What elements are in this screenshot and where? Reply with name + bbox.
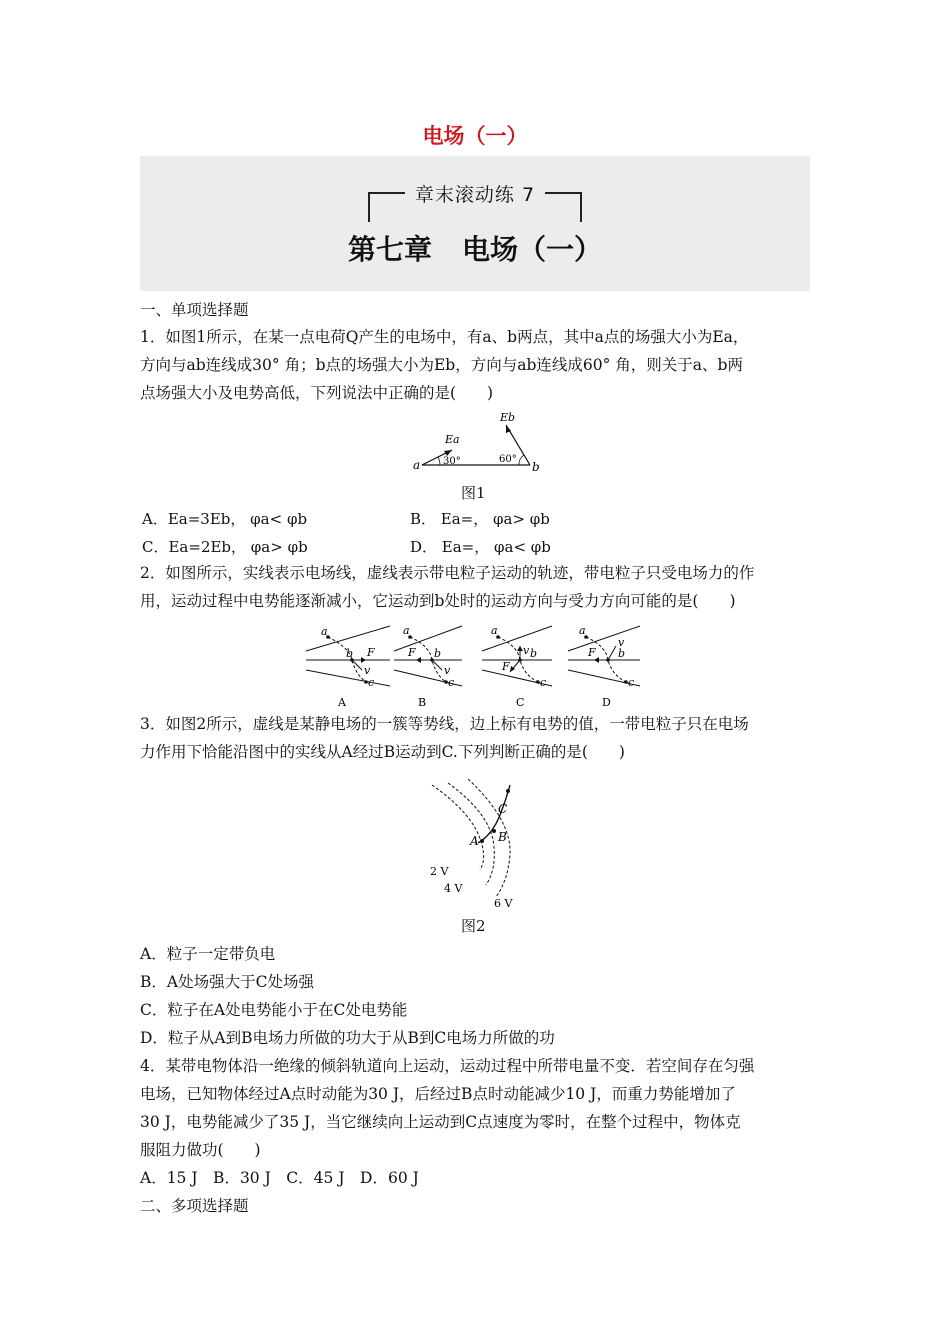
point-a bbox=[480, 839, 484, 843]
q2-panel-c bbox=[482, 624, 552, 709]
section-heading-single: 一、单项选择题 bbox=[140, 301, 249, 319]
svg-text:b: b bbox=[530, 647, 538, 660]
svg-text:A: A bbox=[470, 834, 479, 848]
svg-text:c: c bbox=[540, 676, 547, 689]
figure-1-caption: 图1 bbox=[461, 484, 486, 502]
svg-text:2 V: 2 V bbox=[430, 865, 449, 878]
banner-chapter: 第七章 bbox=[347, 233, 432, 266]
svg-text:a: a bbox=[403, 624, 410, 637]
panel-label-c: C bbox=[516, 696, 525, 709]
q1-option-a: A．Ea=3Eb， φa< φb bbox=[142, 510, 308, 528]
q3-line2: 力作用下恰能沿图中的实线从A经过B运动到C.下列判断正确的是( ) bbox=[140, 743, 625, 761]
svg-text:F: F bbox=[408, 646, 416, 659]
banner-chapter-title: 电场（一） bbox=[462, 233, 603, 266]
svg-text:b: b bbox=[346, 647, 354, 660]
label-30: 30° bbox=[443, 456, 461, 467]
q4-line2: 电场，已知物体经过A点时动能为30 J，后经过B点时动能减少10 J，而重力势能增加了 bbox=[140, 1085, 736, 1103]
svg-text:c: c bbox=[628, 676, 635, 689]
angle-arc-a bbox=[438, 457, 440, 465]
point-b bbox=[492, 829, 496, 833]
svg-text:C: C bbox=[498, 802, 508, 816]
figure-2-caption: 图2 bbox=[461, 917, 486, 935]
svg-text:4 V: 4 V bbox=[444, 882, 463, 895]
q3-option-a: A．粒子一定带负电 bbox=[140, 945, 276, 963]
figure-2 bbox=[420, 775, 530, 910]
q2-line1: 2．如图所示，实线表示电场线，虚线表示带电粒子运动的轨迹，带电粒子只受电场力的作 bbox=[140, 564, 755, 582]
chapter-banner bbox=[140, 156, 810, 291]
svg-text:b: b bbox=[618, 647, 626, 660]
svg-text:b: b bbox=[434, 647, 442, 660]
panel-label-d: D bbox=[602, 696, 611, 709]
angle-arc-b bbox=[519, 455, 524, 465]
figure-1 bbox=[405, 410, 555, 480]
svg-text:a: a bbox=[491, 624, 498, 637]
q3-option-d: D．粒子从A到B电场力所做的功大于从B到C电场力所做的功 bbox=[140, 1029, 555, 1047]
q1-line3: 点场强大小及电势高低，下列说法中正确的是( ) bbox=[140, 384, 494, 402]
point-c bbox=[506, 789, 510, 793]
panel-label-b: B bbox=[418, 696, 427, 709]
svg-text:v: v bbox=[523, 644, 530, 657]
label-ea: Ea bbox=[445, 433, 460, 446]
section-heading-multi: 二、多项选择题 bbox=[140, 1197, 249, 1215]
svg-text:B: B bbox=[498, 830, 507, 844]
svg-text:v: v bbox=[444, 664, 451, 677]
q2-panel-b bbox=[394, 624, 462, 709]
label-60: 60° bbox=[499, 454, 517, 465]
q2-panel-a bbox=[306, 625, 390, 709]
label-b: b bbox=[532, 460, 540, 474]
q3-line1: 3．如图2所示，虚线是某静电场的一簇等势线，边上标有电势的值，一带电粒子只在电场 bbox=[140, 715, 749, 733]
q2-figure bbox=[300, 620, 650, 710]
q1-option-c: C．Ea=2Eb， φa> φb bbox=[142, 538, 308, 556]
q2-line2: 用，运动过程中电势能逐渐减小，它运动到b处时的运动方向与受力方向可能的是( ) bbox=[140, 592, 736, 610]
q4-line1: 4．某带电物体沿一绝缘的倾斜轨道向上运动，运动过程中所带电量不变．若空间存在匀强 bbox=[140, 1057, 755, 1075]
svg-text:6 V: 6 V bbox=[494, 897, 513, 910]
q1-option-b: B． Ea=， φa> φb bbox=[410, 510, 550, 528]
equipotential-2v bbox=[432, 785, 484, 870]
q1-option-d: D． Ea=， φa< φb bbox=[410, 538, 551, 556]
svg-text:F: F bbox=[588, 646, 596, 659]
svg-text:v: v bbox=[618, 636, 625, 649]
panel-label-a: A bbox=[338, 696, 346, 709]
svg-text:F: F bbox=[502, 660, 510, 673]
page-title: 电场（一） bbox=[422, 124, 528, 148]
label-eb: Eb bbox=[500, 411, 516, 424]
q3-option-b: B．A处场强大于C处场强 bbox=[140, 973, 314, 991]
svg-text:a: a bbox=[579, 624, 586, 637]
svg-text:F: F bbox=[367, 646, 375, 659]
banner-subtitle: 章末滚动练 7 bbox=[405, 184, 545, 206]
q1-line2: 方向与ab连线成30° 角；b点的场强大小为Eb，方向与ab连线成60° 角，则关于a、b两 bbox=[140, 356, 743, 374]
q4-line3: 30 J，电势能减少了35 J，当它继续向上运动到C点速度为零时，在整个过程中，物体克 bbox=[140, 1113, 741, 1131]
svg-text:c: c bbox=[368, 676, 375, 689]
q4-options: A．15 J B．30 J C．45 J D．60 J bbox=[140, 1169, 419, 1187]
svg-text:a: a bbox=[321, 625, 328, 638]
q3-option-c: C．粒子在A处电势能小于在C处电势能 bbox=[140, 1001, 408, 1019]
q2-panel-d bbox=[568, 624, 640, 709]
label-a: a bbox=[413, 458, 421, 472]
q4-line4: 服阻力做功( ) bbox=[140, 1141, 261, 1159]
svg-text:c: c bbox=[448, 676, 455, 689]
q1-line1: 1．如图1所示，在某一点电荷Q产生的电场中，有a、b两点，其中a点的场强大小为Ea， bbox=[140, 328, 749, 346]
svg-text:v: v bbox=[364, 664, 371, 677]
